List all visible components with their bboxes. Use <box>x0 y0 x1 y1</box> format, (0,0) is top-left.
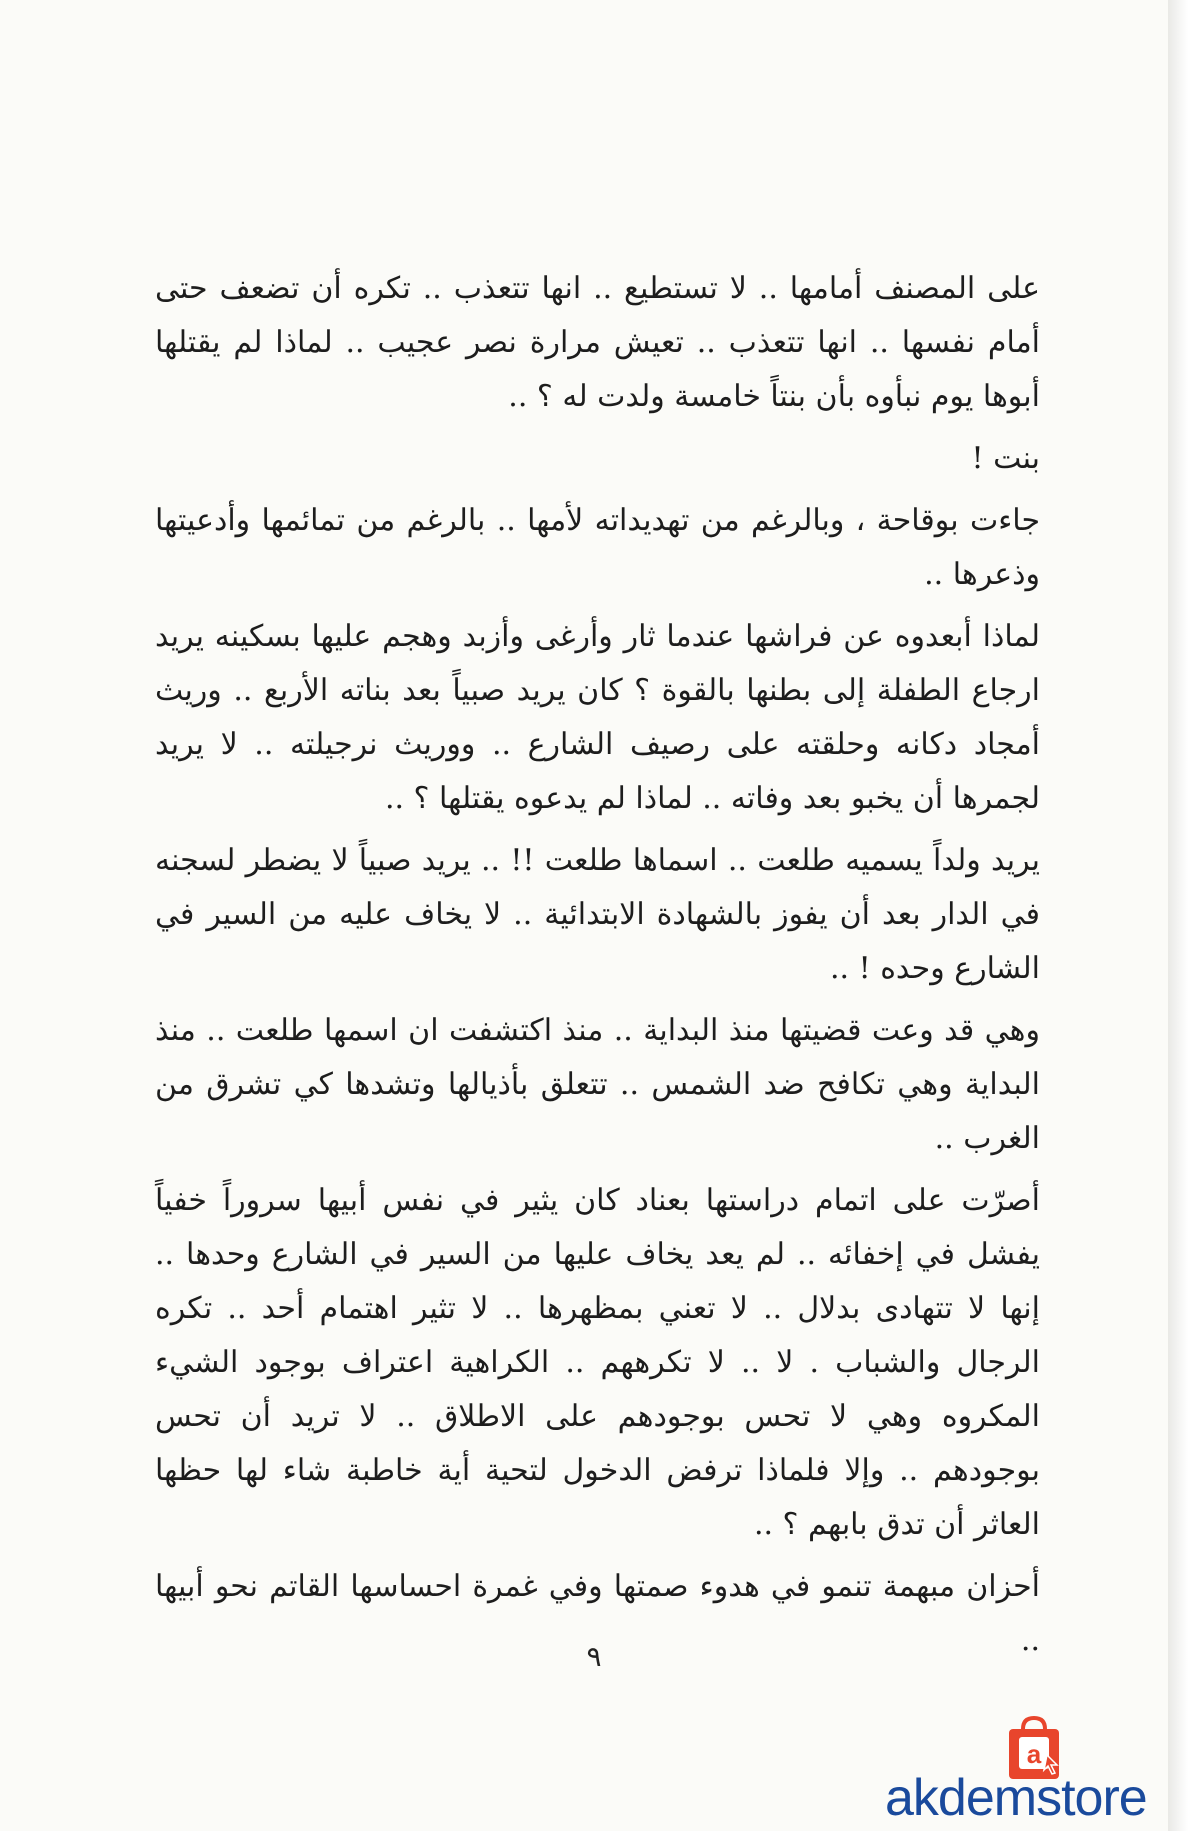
paragraph-3: جاءت بوقاحة ، وبالرغم من تهديداته لأمها .. بالرغم من تمائمها وأدعيتها وذعرها .. <box>155 503 1040 592</box>
paragraph-8: أحزان مبهمة تنمو في هدوء صمتها وفي غمرة احساسها القاتم نحو أبيها .. <box>155 1569 1040 1658</box>
body-text <box>155 262 1040 1668</box>
paragraph-2: بنت ! <box>971 441 1040 476</box>
svg-text:a: a <box>1026 1739 1042 1769</box>
page-number: ٩ <box>586 1640 602 1673</box>
brand-name: akdemstore <box>885 1769 1147 1827</box>
paragraph-4: لماذا أبعدوه عن فراشها عندما ثار وأرغى وأزبد وهجم عليها بسكينه يريد ارجاع الطفلة إلى بطنها بالقوة ؟ كان يريد صبياً بعد بناته الأربع .. وريث أمجاد دكانه وحلقته على رصيف الشارع .. ووريث نرجيلته .. لا يريد لجمرها أن يخبو بعد وفاته .. لماذا لم يدعوه يقتلها ؟ .. <box>155 619 1040 816</box>
store-watermark <box>885 1715 1180 1825</box>
paragraph-6: وهي قد وعت قضيتها منذ البداية .. منذ اكتشفت ان اسمها طلعت .. منذ البداية وهي تكافح ضد الشمس .. تتعلق بأذيالها وتشدها كي تشرق من الغرب .. <box>155 1013 1040 1156</box>
paragraph-7: أصرّت على اتمام دراستها بعناد كان يثير في نفس أبيها سروراً خفياً يفشل في إخفائه .. لم يعد يخاف عليها من السير في الشارع وحدها .. إنها لا تتهادى بدلال .. لا تعني بمظهرها .. لا تثير اهتمام أحد .. تكره الرجال والشباب . لا .. لا تكرههم .. الكراهية اعتراف بوجود الشيء المكروه وهي لا تحس بوجودهم على الاطلاق .. لا تريد أن تحس بوجودهم .. وإلا فلماذا ترفض الدخول لتحية أية خاطبة شاء لها حظها العاثر أن تدق بابهم ؟ .. <box>155 1183 1040 1542</box>
paragraph-1: على المصنف أمامها .. لا تستطيع .. انها تتعذب .. تكره أن تضعف حتى أمام نفسها .. انها تتعذب .. تعيش مرارة نصر عجيب .. لماذا لم يقتلها أبوها يوم نبأوه بأن بنتاً خامسة ولدت له ؟ .. <box>155 271 1040 414</box>
page-edge <box>1168 0 1188 1831</box>
paragraph-5: يريد ولداً يسميه طلعت .. اسماها طلعت !! .. يريد صبياً لا يضطر لسجنه في الدار بعد أن يفوز بالشهادة الابتدائية .. لا يخاف عليه من السير في الشارع وحده ! .. <box>155 843 1040 986</box>
